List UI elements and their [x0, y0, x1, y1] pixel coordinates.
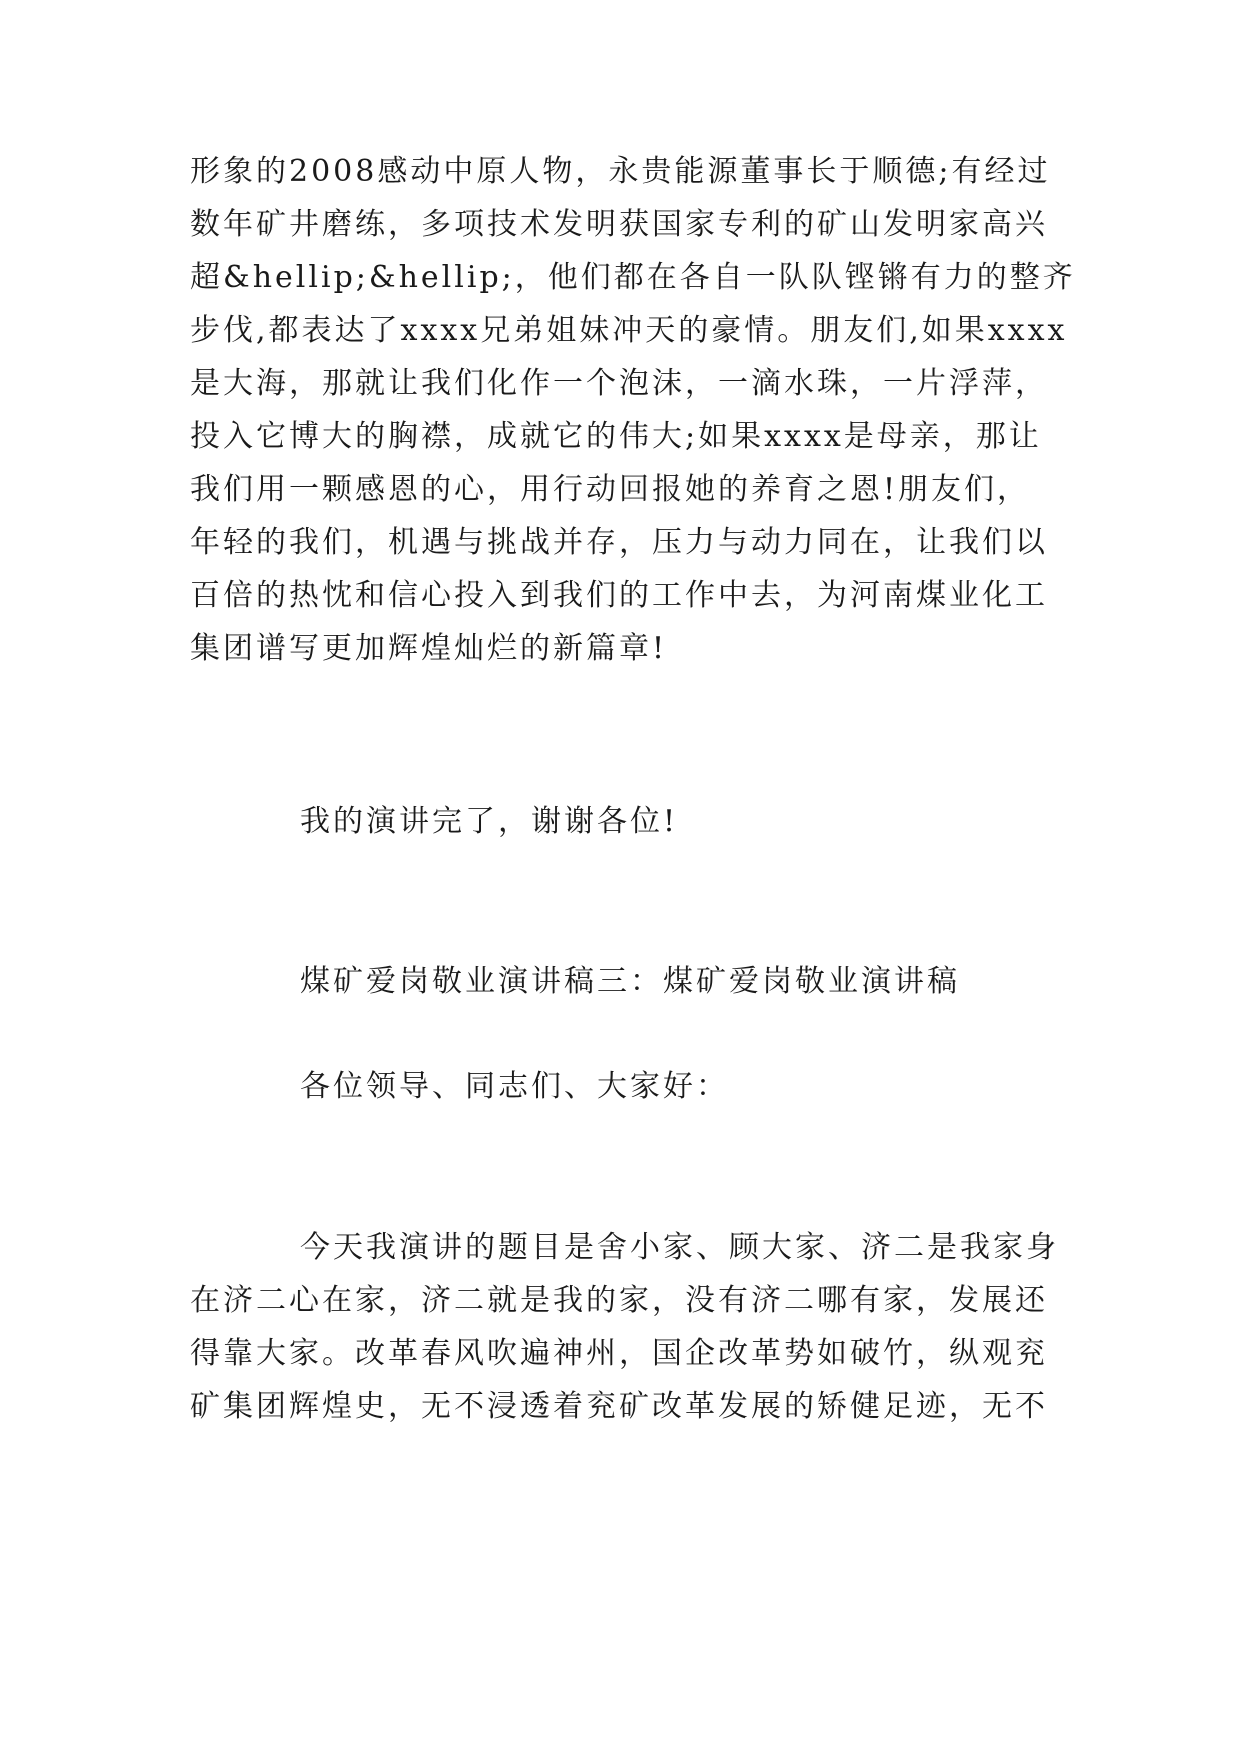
paragraph-line: 形象的2008感动中原人物，永贵能源董事长于顺德;有经过 [190, 154, 1051, 189]
paragraph-line: 是大海，那就让我们化作一个泡沫，一滴水珠，一片浮萍， [190, 366, 1048, 401]
greeting-line: 各位领导、同志们、大家好： [300, 1069, 729, 1104]
paragraph-line: 得靠大家。改革春风吹遍神州，国企改革势如破竹，纵观兖 [190, 1336, 1048, 1371]
closing-line: 我的演讲完了，谢谢各位! [300, 804, 679, 839]
section-heading: 煤矿爱岗敬业演讲稿三：煤矿爱岗敬业演讲稿 [300, 964, 960, 999]
paragraph-line: 矿集团辉煌史，无不浸透着兖矿改革发展的矫健足迹，无不 [190, 1389, 1048, 1424]
paragraph-line: 今天我演讲的题目是舍小家、顾大家、济二是我家身 [300, 1230, 1059, 1265]
paragraph-line: 集团谱写更加辉煌灿烂的新篇章! [190, 631, 668, 666]
paragraph-line: 我们用一颗感恩的心，用行动回报她的养育之恩!朋友们， [190, 472, 1031, 507]
paragraph-line: 年轻的我们，机遇与挑战并存，压力与动力同在，让我们以 [190, 525, 1048, 560]
paragraph-line: 步伐,都表达了xxxx兄弟姐妹冲天的豪情。朋友们,如果xxxx [190, 313, 1068, 348]
paragraph-line: 在济二心在家，济二就是我的家，没有济二哪有家，发展还 [190, 1283, 1048, 1318]
paragraph-line: 超&hellip;&hellip;，他们都在各自一队队铿锵有力的整齐 [190, 260, 1076, 295]
paragraph-line: 百倍的热忱和信心投入到我们的工作中去，为河南煤业化工 [190, 578, 1048, 613]
paragraph-line: 数年矿井磨练，多项技术发明获国家专利的矿山发明家高兴 [190, 207, 1048, 242]
paragraph-line: 投入它博大的胸襟，成就它的伟大;如果xxxx是母亲，那让 [190, 419, 1042, 454]
